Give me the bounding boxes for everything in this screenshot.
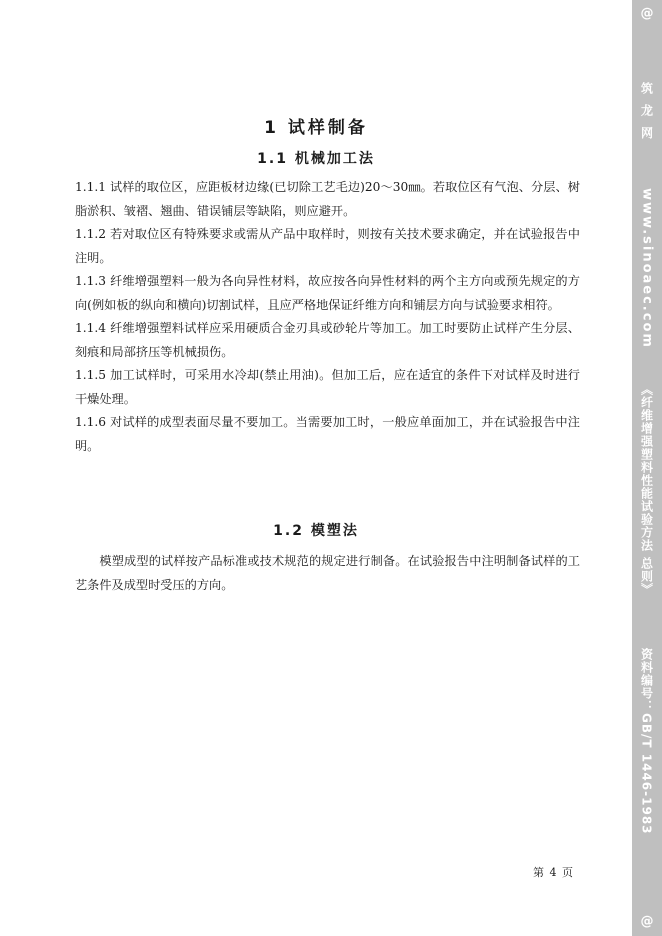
section-body-1-2 <box>75 550 580 597</box>
paragraph-1-1-4: 1.1.4 纤维增强塑料试样应采用硬质合金刃具或砂轮片等加工。加工时要防止试样产生分层、刻痕和局部挤压等机械损伤。 <box>75 321 580 359</box>
section-heading-1-1: 1.1 机械加工法 <box>257 151 375 167</box>
paragraph-1-1-6: 1.1.6 对试样的成型表面尽量不要加工。当需要加工时，一般应单面加工，并在试验报告中注明。 <box>75 415 580 453</box>
watermark-site-name: 筑 龙 网 <box>639 82 654 142</box>
paragraph-1-1-2: 1.1.2 若对取位区有特殊要求或需从产品中取样时，则按有关技术要求确定，并在试验报告中注明。 <box>75 227 580 265</box>
paragraph-1-1-1: 1.1.1 试样的取位区，应距板材边缘(已切除工艺毛边)20～30㎜。若取位区有气泡、分层、树脂淤积、皱褶、翘曲、错误铺层等缺陷，则应避开。 <box>75 180 580 218</box>
page-number: 第 4 页 <box>533 866 574 879</box>
watermark-doc-title: 《纤维增强塑料性能试验方法 总则》 <box>639 383 654 597</box>
watermark-band <box>632 0 662 936</box>
paragraph-1-2: 模塑成型的试样按产品标准或技术规范的规定进行制备。在试验报告中注明制备试样的工艺条件及成型时受压的方向。 <box>75 554 580 592</box>
watermark-url: www.sinoaec.com <box>639 188 655 349</box>
section-heading-1-2: 1.2 模塑法 <box>273 523 359 539</box>
paragraph-1-1-3: 1.1.3 纤维增强塑料一般为各向异性材料，故应按各向异性材料的两个主方向或预先规定的方向(例如板的纵向和横向)切割试样，且应严格地保证纤维方向和铺层方向与试验要求相符。 <box>75 274 580 312</box>
section-body-1-1 <box>75 176 580 458</box>
watermark-bottom-symbol: @ <box>640 914 654 929</box>
watermark-top-symbol: @ <box>640 6 654 21</box>
page-title: 1 试样制备 <box>264 118 368 138</box>
watermark-doc-number: 资料编号：GB/T 1446-1983 <box>639 648 654 835</box>
paragraph-1-1-5: 1.1.5 加工试样时，可采用水冷却(禁止用油)。但加工后，应在适宜的条件下对试样及时进行干燥处理。 <box>75 368 580 406</box>
